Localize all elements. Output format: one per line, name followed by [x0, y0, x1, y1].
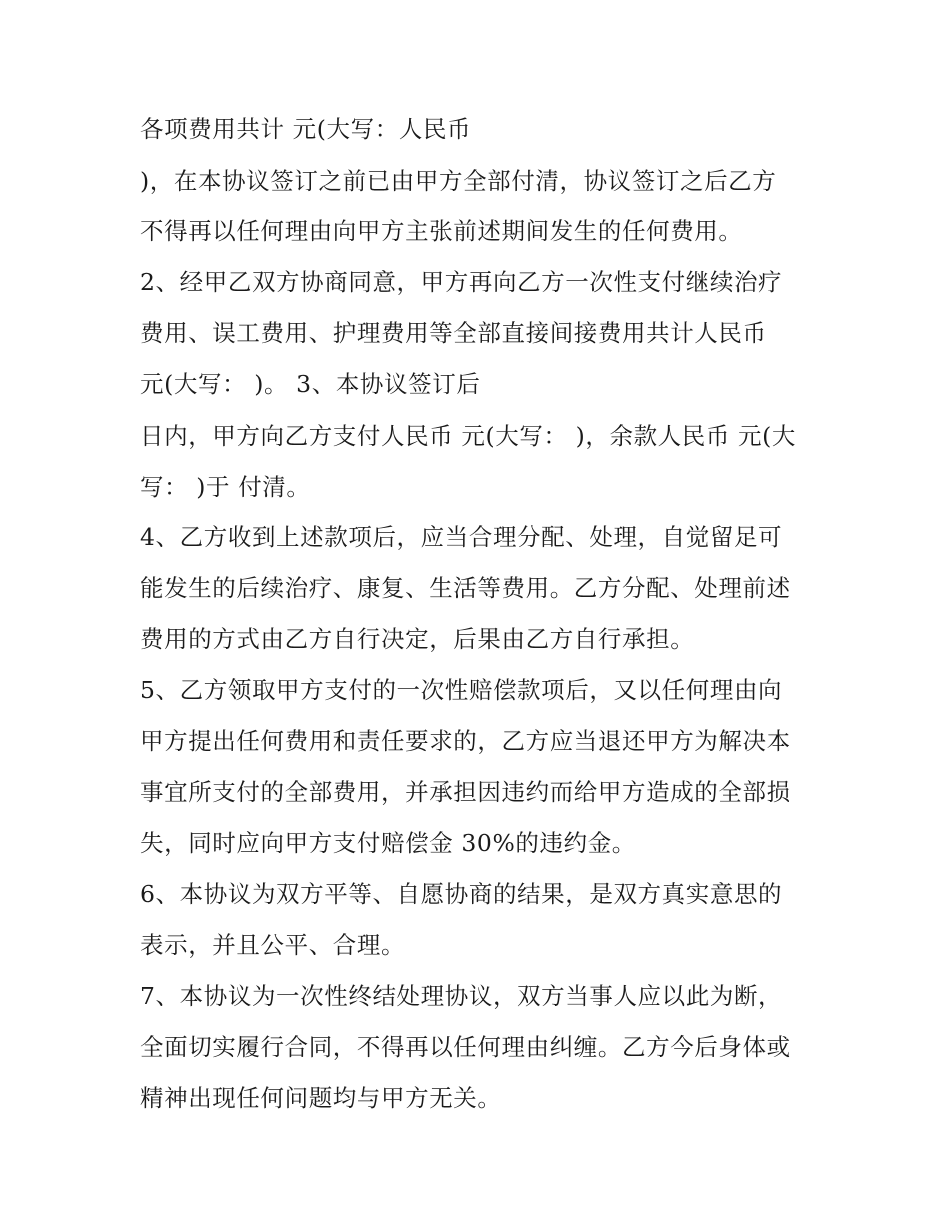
text-line: 费用、误工费用、护理费用等全部直接间接费用共计人民币 — [140, 319, 767, 347]
text-line: 全面切实履行合同，不得再以任何理由纠缠。乙方今后身体或 — [140, 1033, 791, 1061]
text-line: 5、乙方领取甲方支付的一次性赔偿款项后，又以任何理由向 — [140, 676, 783, 704]
text-line: 4、乙方收到上述款项后，应当合理分配、处理，自觉留足可 — [140, 523, 783, 551]
text-line: 能发生的后续治疗、康复、生活等费用。乙方分配、处理前述 — [140, 574, 791, 602]
text-line: )，在本协议签订之前已由甲方全部付清，协议签订之后乙方 — [140, 167, 777, 195]
text-line: 表示，并且公平、合理。 — [140, 931, 406, 959]
text-line: 日内，甲方向乙方支付人民币 元(大写： )，余款人民币 元(大 — [140, 422, 797, 450]
text-line: 费用的方式由乙方自行决定，后果由乙方自行承担。 — [140, 625, 695, 653]
text-line: 写： )于 付清。 — [140, 473, 311, 501]
text-line: 精神出现任何问题均与甲方无关。 — [140, 1084, 502, 1112]
text-line: 各项费用共计 元(大写：人民币 — [140, 115, 472, 143]
text-line: 不得再以任何理由向甲方主张前述期间发生的任何费用。 — [140, 217, 743, 245]
text-line: 事宜所支付的全部费用，并承担因违约而给甲方造成的全部损 — [140, 778, 791, 806]
text-line: 失，同时应向甲方支付赔偿金 30%的违约金。 — [140, 829, 636, 857]
text-line: 2、经甲乙双方协商同意，甲方再向乙方一次性支付继续治疗 — [140, 268, 783, 296]
text-line: 7、本协议为一次性终结处理协议，双方当事人应以此为断， — [140, 982, 783, 1010]
text-line: 甲方提出任何费用和责任要求的，乙方应当退还甲方为解决本 — [140, 727, 791, 755]
text-line: 元(大写： )。 3、本协议签订后 — [140, 370, 481, 398]
text-line: 6、本协议为双方平等、自愿协商的结果，是双方真实意思的 — [140, 880, 783, 908]
